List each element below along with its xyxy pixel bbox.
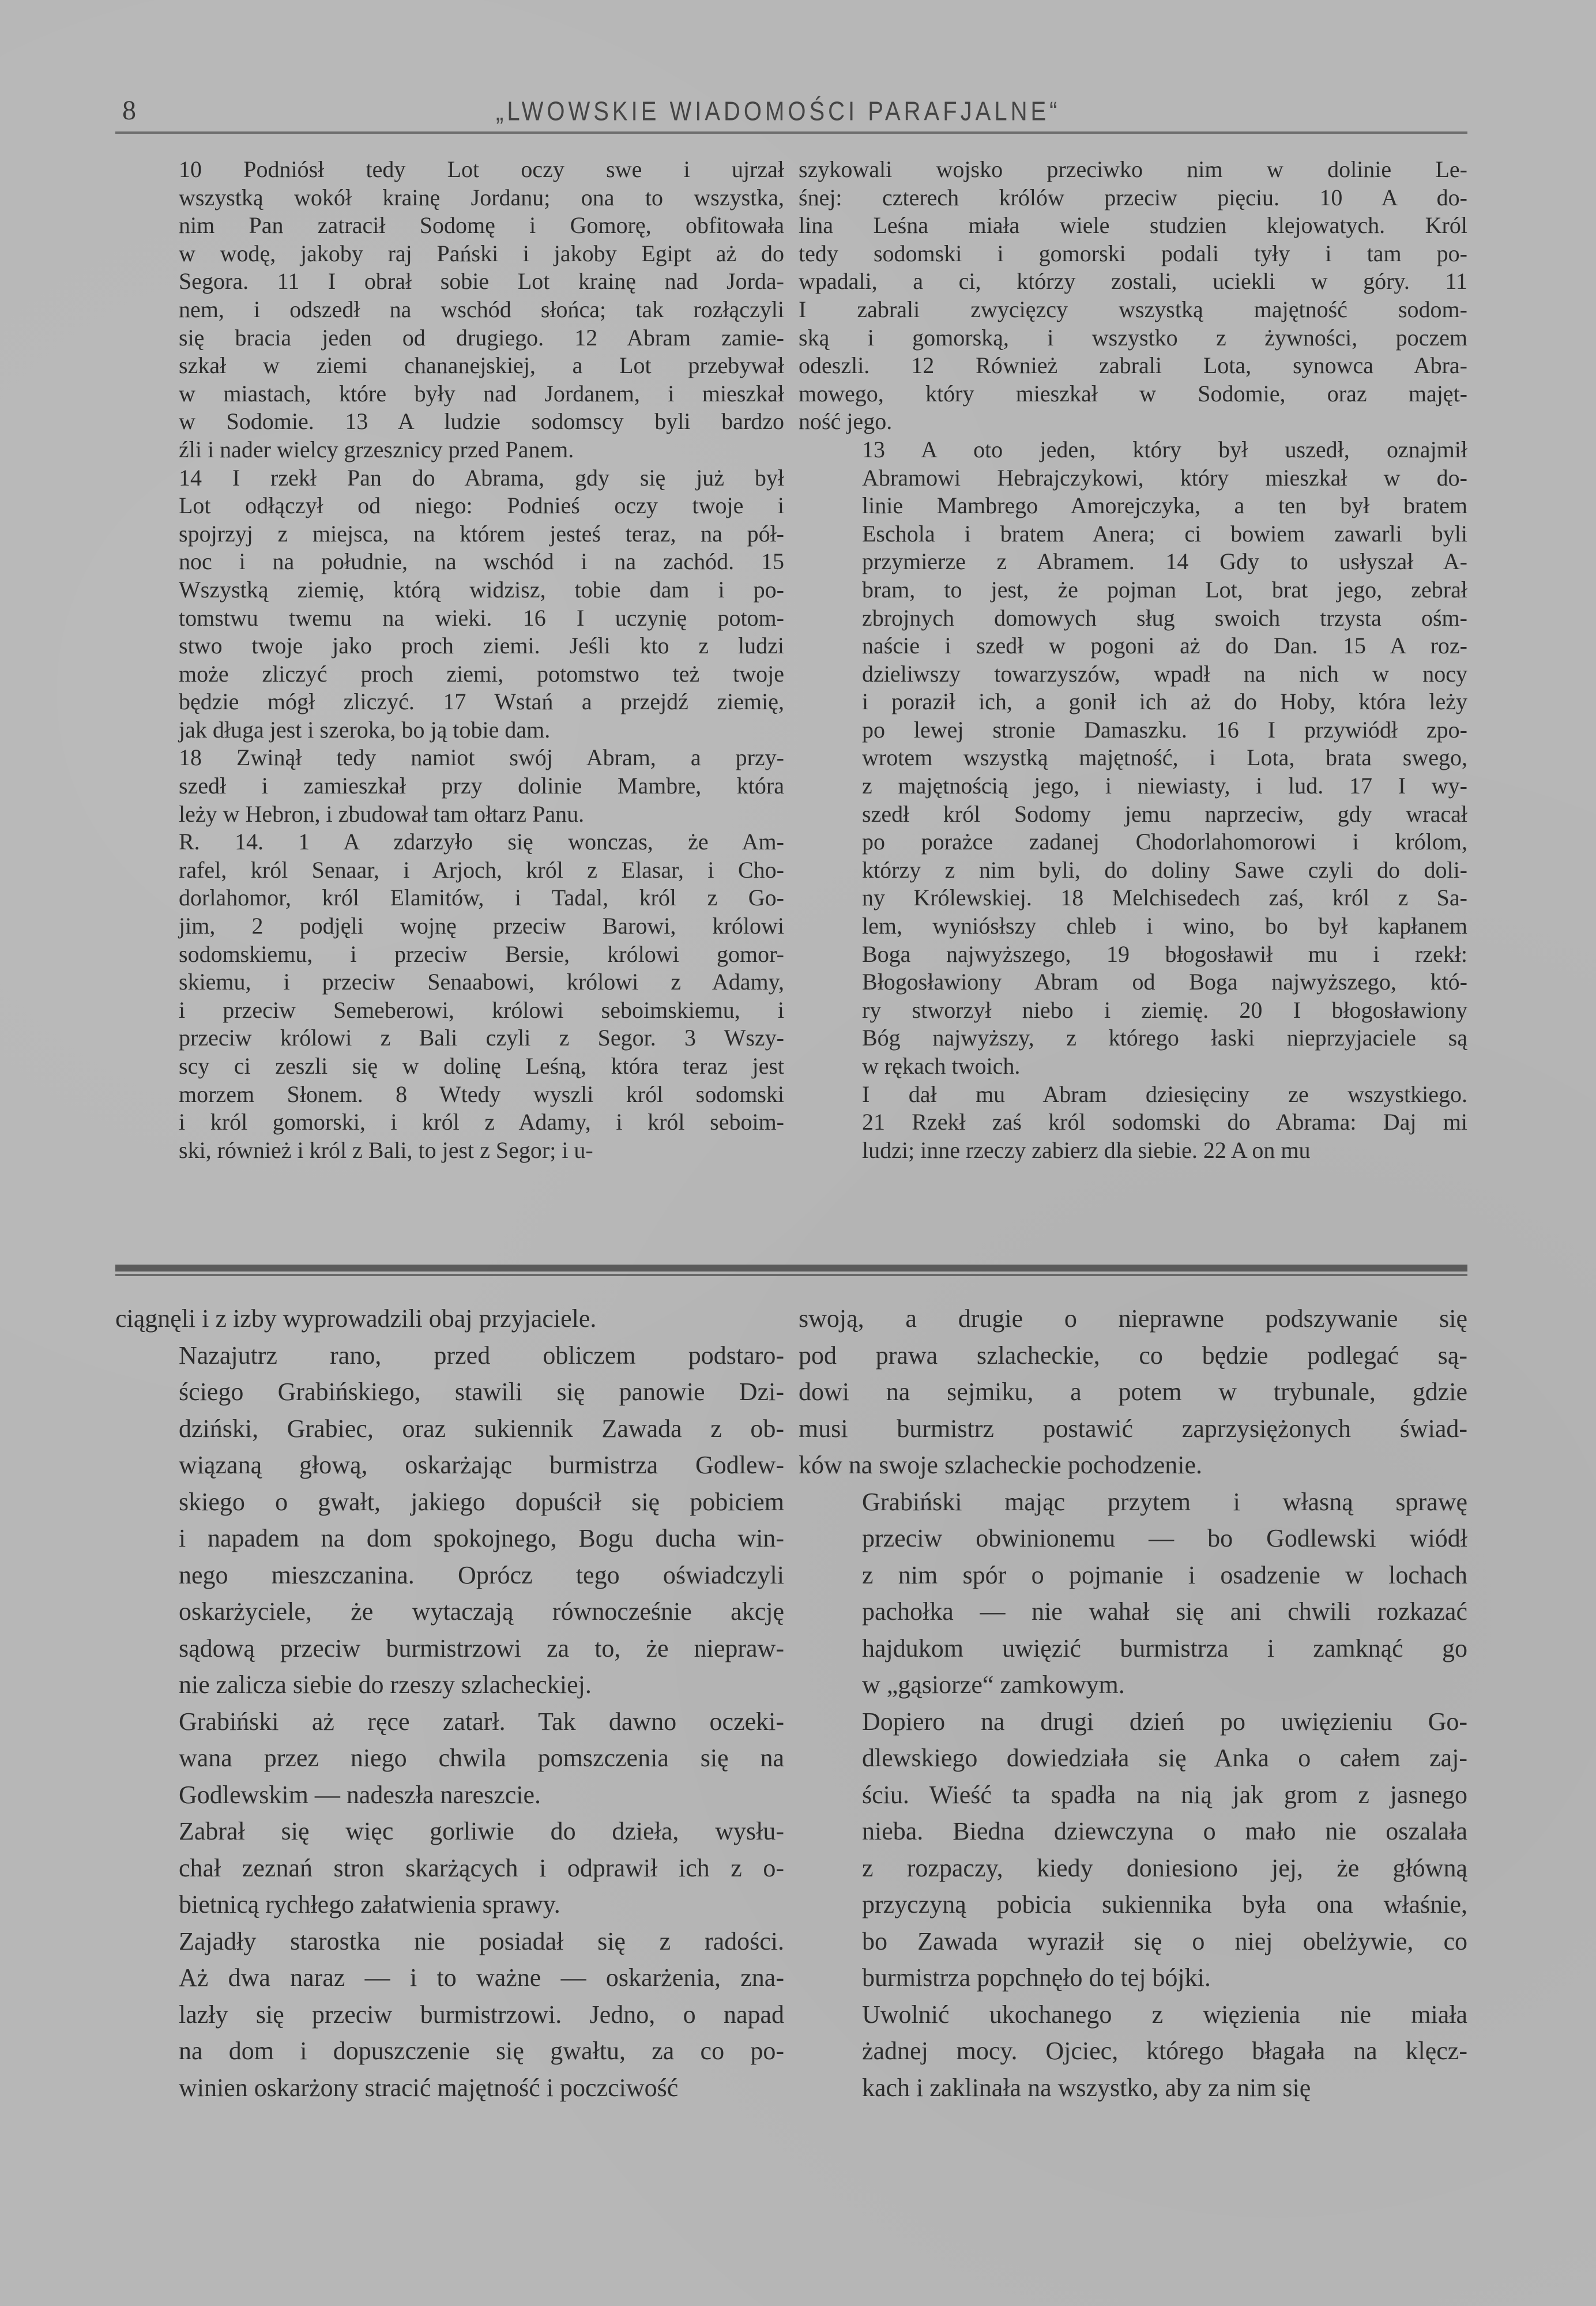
text-line: którzy z nim byli, do doliny Sawe czyli do doli- bbox=[862, 856, 1467, 883]
text-line: szedł i zamieszkał przy dolinie Mambre, która bbox=[179, 773, 784, 799]
text-line: Uwolnić ukochanego z więzienia nie miała bbox=[862, 2000, 1467, 2029]
publication-title: „LWOWSKIE WIADOMOŚCI PARAFJALNE“ bbox=[496, 97, 1061, 126]
paragraph bbox=[799, 1081, 1467, 1165]
text-line: Nazajutrz rano, przed obliczem podstaro- bbox=[179, 1341, 784, 1370]
text-line: będzie mógł zliczyć. 17 Wstań a przejdź ziemię, bbox=[179, 689, 784, 715]
text-line: ry stworzył niebo i ziemię. 20 I błogosławiony bbox=[862, 996, 1467, 1023]
text-line: ność jego. bbox=[799, 408, 893, 435]
bible-left-column bbox=[115, 156, 784, 1254]
text-line: szkał w ziemi chananejskiej, a Lot przebywał bbox=[179, 352, 784, 379]
text-line: stwo twoje jako proch ziemi. Jeśli kto z ludzi bbox=[179, 633, 784, 659]
text-line: nim Pan zatracił Sodomę i Gomorę, obfitowała bbox=[179, 212, 784, 239]
newspaper-page bbox=[115, 86, 1467, 2136]
text-line: lazły się przeciw burmistrzowi. Jedno, o napad bbox=[179, 2000, 784, 2029]
text-line: wiązaną głową, oskarżając burmistrza Godlew- bbox=[179, 1451, 784, 1479]
text-line: tomstwu twemu na wieki. 16 I uczynię potom- bbox=[179, 604, 784, 631]
text-line: z majętnością jego, i niewiasty, i lud. 17 I wy- bbox=[862, 773, 1467, 799]
text-line: ściego Grabińskiego, stawili się panowie Dzi- bbox=[179, 1378, 784, 1406]
text-line: R. 14. 1 A zdarzyło się wonczas, że Am- bbox=[179, 829, 784, 855]
text-line: ków na swoje szlacheckie pochodzenie. bbox=[799, 1451, 1203, 1479]
text-line: skiego o gwałt, jakiego dopuścił się pobiciem bbox=[179, 1487, 784, 1516]
text-line: dowi na sejmiku, a potem w trybunale, gdzie bbox=[799, 1378, 1467, 1406]
text-line: może zliczyć proch ziemi, potomstwo też twoje bbox=[179, 660, 784, 687]
text-line: źli i nader wielcy grzesznicy przed Panem. bbox=[179, 436, 574, 462]
text-line: ską i gomorską, i wszystko z żywności, poczem bbox=[799, 324, 1467, 351]
paragraph bbox=[799, 1484, 1467, 1703]
text-line: się bracia jeden od drugiego. 12 Abram zamie- bbox=[179, 324, 784, 351]
text-line: w rękach twoich. bbox=[862, 1053, 1021, 1079]
text-line: przeciw obwinionemu — bo Godlewski wiódł bbox=[862, 1524, 1467, 1552]
text-line: lem, wyniósłszy chleb i wino, bo był kapłanem bbox=[862, 913, 1467, 939]
text-line: swoją, a drugie o nieprawne podszywanie się bbox=[799, 1304, 1467, 1333]
paragraph bbox=[115, 744, 784, 828]
text-line: wszystką wokół krainę Jordanu; ona to wszystka, bbox=[179, 184, 784, 210]
novel-right-column bbox=[799, 1300, 1467, 2136]
paragraph bbox=[115, 156, 784, 464]
paragraph bbox=[115, 1923, 784, 2106]
text-line: chał zeznań stron skarżących i odprawił ich z o- bbox=[179, 1853, 784, 1882]
text-line: szedł król Sodomy jemu naprzeciw, gdy wracał bbox=[862, 800, 1467, 827]
text-line: w wodę, jakoby raj Pański i jakoby Egipt aż do bbox=[179, 240, 784, 266]
text-line: i król gomorski, i król z Adamy, i król seboim- bbox=[179, 1109, 784, 1135]
text-line: z rozpaczy, kiedy doniesiono jej, że główną bbox=[862, 1853, 1467, 1882]
text-line: naście i szedł w pogoni aż do Dan. 15 A roz- bbox=[862, 633, 1467, 659]
text-line: Eschola i bratem Anera; ci bowiem zawarli byli bbox=[862, 520, 1467, 547]
text-line: 13 A oto jeden, który był uszedł, oznajmił bbox=[862, 436, 1467, 462]
text-line: tedy sodomski i gomorski podali tyły i tam po- bbox=[799, 240, 1467, 266]
text-line: lina Leśna miała wiele studzien klejowatych. Król bbox=[799, 212, 1467, 239]
text-line: i przeciw Semeberowi, królowi seboimskiemu, i bbox=[179, 996, 784, 1023]
paragraph bbox=[115, 1813, 784, 1923]
text-line: po porażce zadanej Chodorlahomorowi i królom, bbox=[862, 829, 1467, 855]
text-line: śnej: czterech królów przeciw pięciu. 10 A do- bbox=[799, 184, 1467, 210]
text-line: i napadem na dom spokojnego, Bogu ducha win- bbox=[179, 1524, 784, 1552]
text-line: przeciw królowi z Bali czyli z Segor. 3 Wszy- bbox=[179, 1025, 784, 1051]
text-line: 21 Rzekł zaś król sodomski do Abrama: Daj mi bbox=[862, 1109, 1467, 1135]
text-line: sądową przeciw burmistrzowi za to, że niepraw- bbox=[179, 1634, 784, 1662]
paragraph bbox=[115, 828, 784, 1164]
text-line: wrotem wszystką majętność, i Lota, brata swego, bbox=[862, 744, 1467, 771]
text-line: burmistrza popchnęło do tej bójki. bbox=[862, 1963, 1211, 1992]
text-line: nieba. Biedna dziewczyna o mało nie oszalała bbox=[862, 1817, 1467, 1845]
text-line: Zajadły starostka nie posiadał się z radości. bbox=[179, 1927, 784, 1955]
text-line: zbrojnych domowych sług swoich trzysta ośm- bbox=[862, 604, 1467, 631]
text-line: oskarżyciele, że wytaczają równocześnie akcję bbox=[179, 1597, 784, 1626]
text-line: dzieliwszy towarzyszów, wpadł na nich w nocy bbox=[862, 660, 1467, 687]
text-line: spojrzyj z miejsca, na którem jesteś teraz, na pół- bbox=[179, 520, 784, 547]
text-line: w miastach, które były nad Jordanem, i mieszkał bbox=[179, 380, 784, 407]
text-line: na dom i dopuszczenie się gwałtu, za co po- bbox=[179, 2037, 784, 2065]
text-line: odeszli. 12 Również zabrali Lota, synowca Abra- bbox=[799, 352, 1467, 379]
text-line: Dopiero na drugi dzień po uwięzieniu Go- bbox=[862, 1707, 1467, 1736]
text-line: dlewskiego dowiedziała się Anka o całem zaj- bbox=[862, 1744, 1467, 1772]
text-line: winien oskarżony stracić majętność i poczciwość bbox=[179, 2073, 679, 2102]
text-line: 10 Podniósł tedy Lot oczy swe i ujrzał bbox=[179, 156, 784, 182]
text-line: ciągnęli i z izby wyprowadzili obaj przyjaciele. bbox=[115, 1304, 597, 1333]
header-rule bbox=[115, 131, 1467, 134]
text-line: w „gąsiorze“ zamkowym. bbox=[862, 1671, 1125, 1699]
text-line: skiemu, i przeciw Senaabowi, królowi z Adamy, bbox=[179, 969, 784, 995]
text-line: nie zalicza siebie do rzeszy szlacheckiej. bbox=[179, 1671, 592, 1699]
text-line: przymierze z Abramem. 14 Gdy to usłyszał A- bbox=[862, 548, 1467, 575]
bible-section bbox=[115, 156, 1467, 1254]
paragraph bbox=[115, 464, 784, 744]
text-line: linie Mambrego Amorejczyka, a ten był bratem bbox=[862, 492, 1467, 519]
text-line: ny Królewskiej. 18 Melchisedech zaś, król z Sa- bbox=[862, 885, 1467, 911]
text-line: Godlewskim — nadeszła nareszcie. bbox=[179, 1780, 541, 1809]
text-line: przyczyną pobicia sukiennika była ona właśnie, bbox=[862, 1890, 1467, 1918]
paragraph bbox=[115, 1703, 784, 1814]
bible-right-column bbox=[799, 156, 1467, 1254]
text-line: kach i zaklinała na wszystko, aby za nim się bbox=[862, 2073, 1311, 2102]
text-line: 14 I rzekł Pan do Abrama, gdy się już był bbox=[179, 464, 784, 491]
text-line: Grabiński aż ręce zatarł. Tak dawno oczeki- bbox=[179, 1707, 784, 1736]
text-line: morzem Słonem. 8 Wtedy wyszli król sodomski bbox=[179, 1081, 784, 1107]
text-line: wpadali, a ci, którzy zostali, uciekli w góry. 11 bbox=[799, 268, 1467, 295]
text-line: pod prawa szlacheckie, co będzie podlegać są- bbox=[799, 1341, 1467, 1370]
text-line: Wszystką ziemię, którą widzisz, tobie dam i po- bbox=[179, 576, 784, 603]
text-line: ski, również i król z Bali, to jest z Segor; i u- bbox=[179, 1137, 593, 1163]
text-line: noc i na południe, na wschód i na zachód. 15 bbox=[179, 548, 784, 575]
text-line: jak długa jest i szeroka, bo ją tobie dam. bbox=[179, 716, 551, 743]
text-line: rafel, król Senaar, i Arjoch, król z Elasar, i Cho- bbox=[179, 856, 784, 883]
text-line: bietnicą rychłego załatwienia sprawy. bbox=[179, 1890, 560, 1918]
text-line: bram, to jest, że pojman Lot, brat jego, zebrał bbox=[862, 576, 1467, 603]
page-header bbox=[115, 86, 1467, 138]
text-line: szykowali wojsko przeciwko nim w dolinie Le- bbox=[799, 156, 1467, 182]
paragraph bbox=[799, 1996, 1467, 2106]
text-line: ściu. Wieść ta spadła na nią jak grom z jasnego bbox=[862, 1780, 1467, 1809]
text-line: Bóg najwyższy, z którego łaski nieprzyjaciele są bbox=[862, 1025, 1467, 1051]
text-line: w Sodomie. 13 A ludzie sodomscy byli bardzo bbox=[179, 408, 784, 435]
text-line: wana przez niego chwila pomszczenia się na bbox=[179, 1744, 784, 1772]
page-number: 8 bbox=[122, 95, 136, 126]
paragraph bbox=[799, 1703, 1467, 1996]
text-line: Grabiński mając przytem i własną sprawę bbox=[862, 1487, 1467, 1516]
text-line: jim, 2 podjęli wojnę przeciw Barowi, królowi bbox=[179, 913, 784, 939]
text-line: ludzi; inne rzeczy zabierz dla siebie. 22 A on mu bbox=[862, 1137, 1311, 1163]
paragraph bbox=[115, 1337, 784, 1703]
text-line: Zabrał się więc gorliwie do dzieła, wysłu- bbox=[179, 1817, 784, 1845]
text-line: nego mieszczanina. Oprócz tego oświadczyli bbox=[179, 1560, 784, 1589]
text-line: leży w Hebron, i zbudował tam ołtarz Panu. bbox=[179, 800, 585, 827]
text-line: Aż dwa naraz — i to ważne — oskarżenia, zna- bbox=[179, 1963, 784, 1992]
text-line: Segora. 11 I obrał sobie Lot krainę nad Jorda- bbox=[179, 268, 784, 295]
separator-thin-rule bbox=[115, 1274, 1467, 1276]
text-line: sodomskiemu, i przeciw Bersie, królowi gomor- bbox=[179, 941, 784, 967]
novel-section bbox=[115, 1300, 1467, 2136]
text-line: bo Zawada wyraził się o niej obelżywie, co bbox=[862, 1927, 1467, 1955]
text-line: i poraził ich, a gonił ich aż do Hoby, która leży bbox=[862, 689, 1467, 715]
text-line: Abramowi Hebrajczykowi, który mieszkał w do- bbox=[862, 464, 1467, 491]
text-line: 18 Zwinął tedy namiot swój Abram, a przy- bbox=[179, 744, 784, 771]
text-line: Lot odłączył od niego: Podnieś oczy twoje i bbox=[179, 492, 784, 519]
text-line: hajdukom uwięzić burmistrza i zamknąć go bbox=[862, 1634, 1467, 1662]
novel-left-column bbox=[115, 1300, 784, 2136]
separator-thick-rule bbox=[115, 1265, 1467, 1272]
paragraph bbox=[799, 1300, 1467, 1484]
text-line: dziński, Grabiec, oraz sukiennik Zawada z ob- bbox=[179, 1414, 784, 1443]
paragraph bbox=[799, 436, 1467, 1081]
text-line: Boga najwyższego, 19 błogosławił mu i rzekł: bbox=[862, 941, 1467, 967]
text-line: dorlahomor, król Elamitów, i Tadal, król z Go- bbox=[179, 885, 784, 911]
text-line: scy ci zeszli się w dolinę Leśną, która teraz jest bbox=[179, 1053, 784, 1079]
text-line: żadnej mocy. Ojciec, którego błagała na klęcz- bbox=[862, 2037, 1467, 2065]
text-line: po lewej stronie Damaszku. 16 I przywiódł zpo- bbox=[862, 716, 1467, 743]
text-line: I zabrali zwycięzcy wszystką majętność sodom- bbox=[799, 296, 1467, 322]
text-line: mowego, który mieszkał w Sodomie, oraz majęt- bbox=[799, 380, 1467, 407]
paragraph bbox=[799, 156, 1467, 436]
text-line: Błogosławiony Abram od Boga najwyższego, któ- bbox=[862, 969, 1467, 995]
section-separator bbox=[115, 1265, 1467, 1277]
paragraph bbox=[115, 1300, 784, 1337]
text-line: musi burmistrz postawić zaprzysiężonych świad- bbox=[799, 1414, 1467, 1443]
text-line: nem, i odszedł na wschód słońca; tak rozłączyli bbox=[179, 296, 784, 322]
text-line: pachołka — nie wahał się ani chwili rozkazać bbox=[862, 1597, 1467, 1626]
text-line: z nim spór o pojmanie i osadzenie w lochach bbox=[862, 1560, 1467, 1589]
text-line: I dał mu Abram dziesięciny ze wszystkiego. bbox=[862, 1081, 1467, 1107]
